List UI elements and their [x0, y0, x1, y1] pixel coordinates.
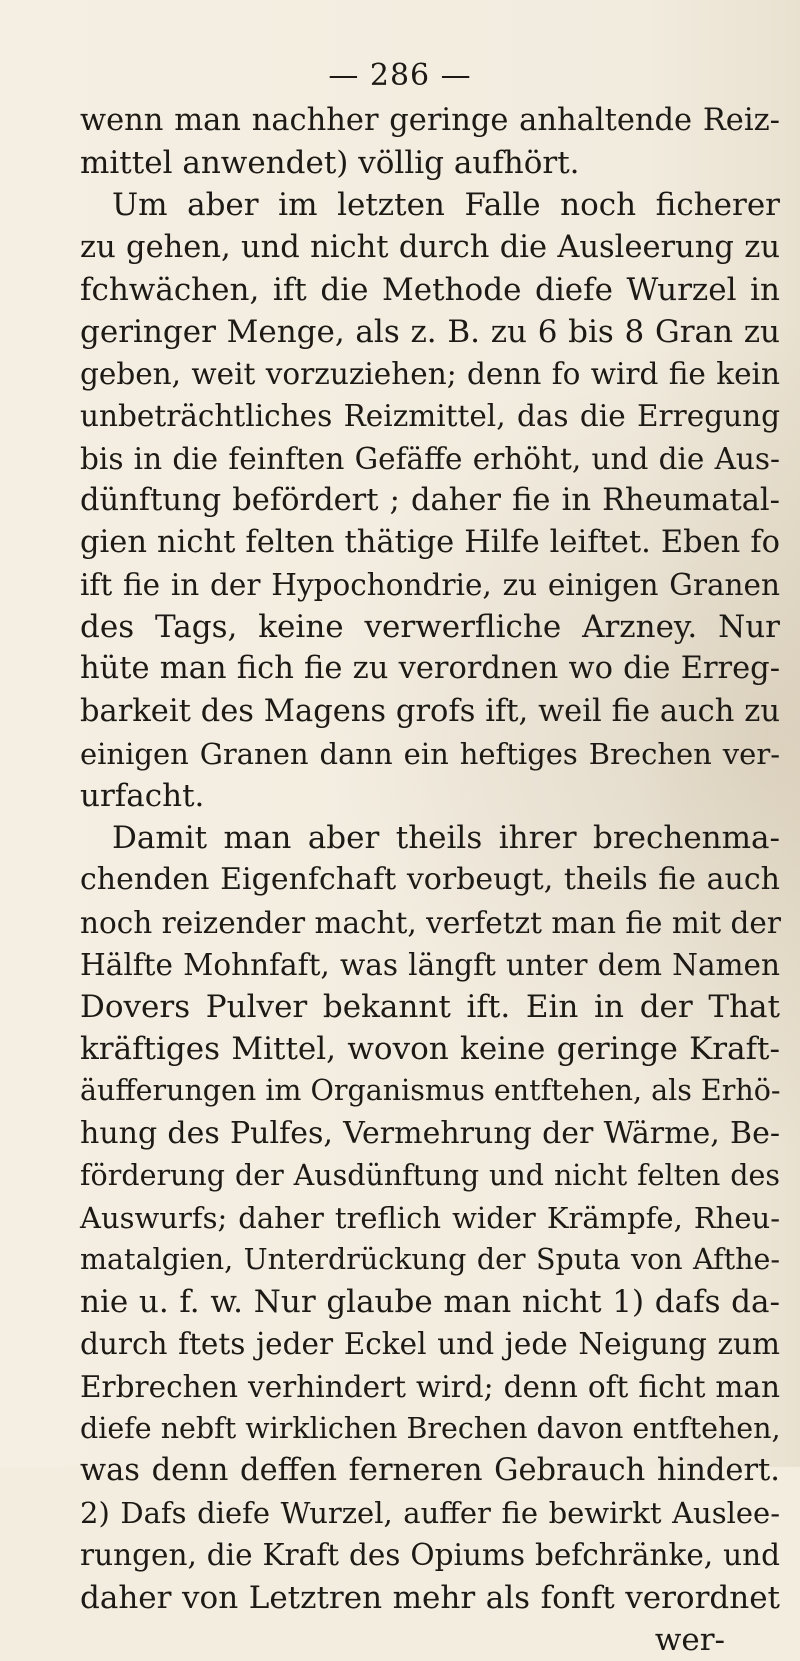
- text-line: des Tags, keine verwerfliche Arzney. Nur: [80, 609, 780, 646]
- text-line: nie u. f. w. Nur glaube man nicht 1) dafs da-: [80, 1284, 780, 1321]
- text-line: Erbrechen verhindert wird; denn oft ficht man: [80, 1369, 780, 1404]
- text-line: was denn deffen ferneren Gebrauch hindert.: [80, 1453, 780, 1488]
- text-line: bis in die feinften Gefäffe erhöht, und die Aus-: [80, 441, 780, 476]
- text-line: hüte man fich fie zu verordnen wo die Erreg-: [80, 651, 780, 687]
- catchword: wer-: [654, 1621, 725, 1658]
- page-number-header: — 286 —: [328, 58, 472, 93]
- text-line: rungen, die Kraft des Opiums befchränke, und: [80, 1538, 780, 1573]
- text-line: geben, weit vorzuziehen; denn fo wird fie kein: [80, 357, 780, 392]
- text-line: ift fie in der Hypochondrie, zu einigen Granen: [80, 568, 780, 603]
- text-line: Damit man aber theils ihrer brechenma-: [112, 820, 780, 857]
- text-line: Auswurfs; daher treflich wider Krämpfe, Rheu-: [80, 1200, 780, 1235]
- text-line: einigen Granen dann ein heftiges Brechen ver-: [80, 736, 780, 771]
- text-line: unbeträchtliches Reizmittel, das die Erregung: [80, 399, 780, 434]
- text-line: wenn man nachher geringe anhaltende Reiz-: [80, 103, 780, 138]
- text-line: gien nicht felten thätige Hilfe leiftet. Eben fo: [80, 524, 780, 560]
- text-line: Hälfte Mohnfaft, was längft unter dem Namen: [80, 947, 780, 982]
- text-line: förderung der Ausdünftung und nicht felten des: [80, 1158, 780, 1192]
- text-line: Dovers Pulver bekannt ift. Ein in der That: [80, 988, 780, 1025]
- text-line: daher von Letztren mehr als fonft verordnet: [80, 1579, 780, 1616]
- text-line: mittel anwendet) völlig aufhört.: [80, 145, 580, 182]
- text-line: geringer Menge, als z. B. zu 6 bis 8 Gran zu: [80, 313, 780, 350]
- text-line: matalgien, Unterdrückung der Sputa von Afthe-: [80, 1243, 780, 1277]
- text-line: dünftung befördert ; daher fie in Rheumatal-: [80, 482, 780, 518]
- text-line: Um aber im letzten Falle noch ficherer: [112, 187, 780, 224]
- text-line: barkeit des Magens grofs ift, weil fie auch zu: [80, 693, 780, 729]
- text-line: hung des Pulfes, Vermehrung der Wärme, Be-: [80, 1115, 780, 1151]
- text-line: kräftiges Mittel, wovon keine geringe Kraft-: [80, 1031, 780, 1068]
- text-line: noch reizender macht, verfetzt man fie mit der: [80, 905, 781, 940]
- text-line: zu gehen, und nicht durch die Ausleerung zu: [80, 229, 780, 265]
- text-line: chenden Eigenfchaft vorbeugt, theils fie auch: [80, 862, 780, 898]
- text-line: äufferungen im Organismus entftehen, als Erhö-: [80, 1074, 781, 1108]
- body-text: [80, 100, 780, 1661]
- text-line: 2) Dafs diefe Wurzel, auffer fie bewirkt Auslee-: [80, 1496, 780, 1531]
- text-line: urfacht.: [80, 778, 205, 814]
- text-line: diefe nebft wirklichen Brechen davon entftehen,: [80, 1411, 781, 1445]
- text-line: durch ftets jeder Eckel und jede Neigung zum: [80, 1327, 780, 1362]
- text-line: fchwächen, ift die Methode diefe Wurzel in: [80, 271, 780, 308]
